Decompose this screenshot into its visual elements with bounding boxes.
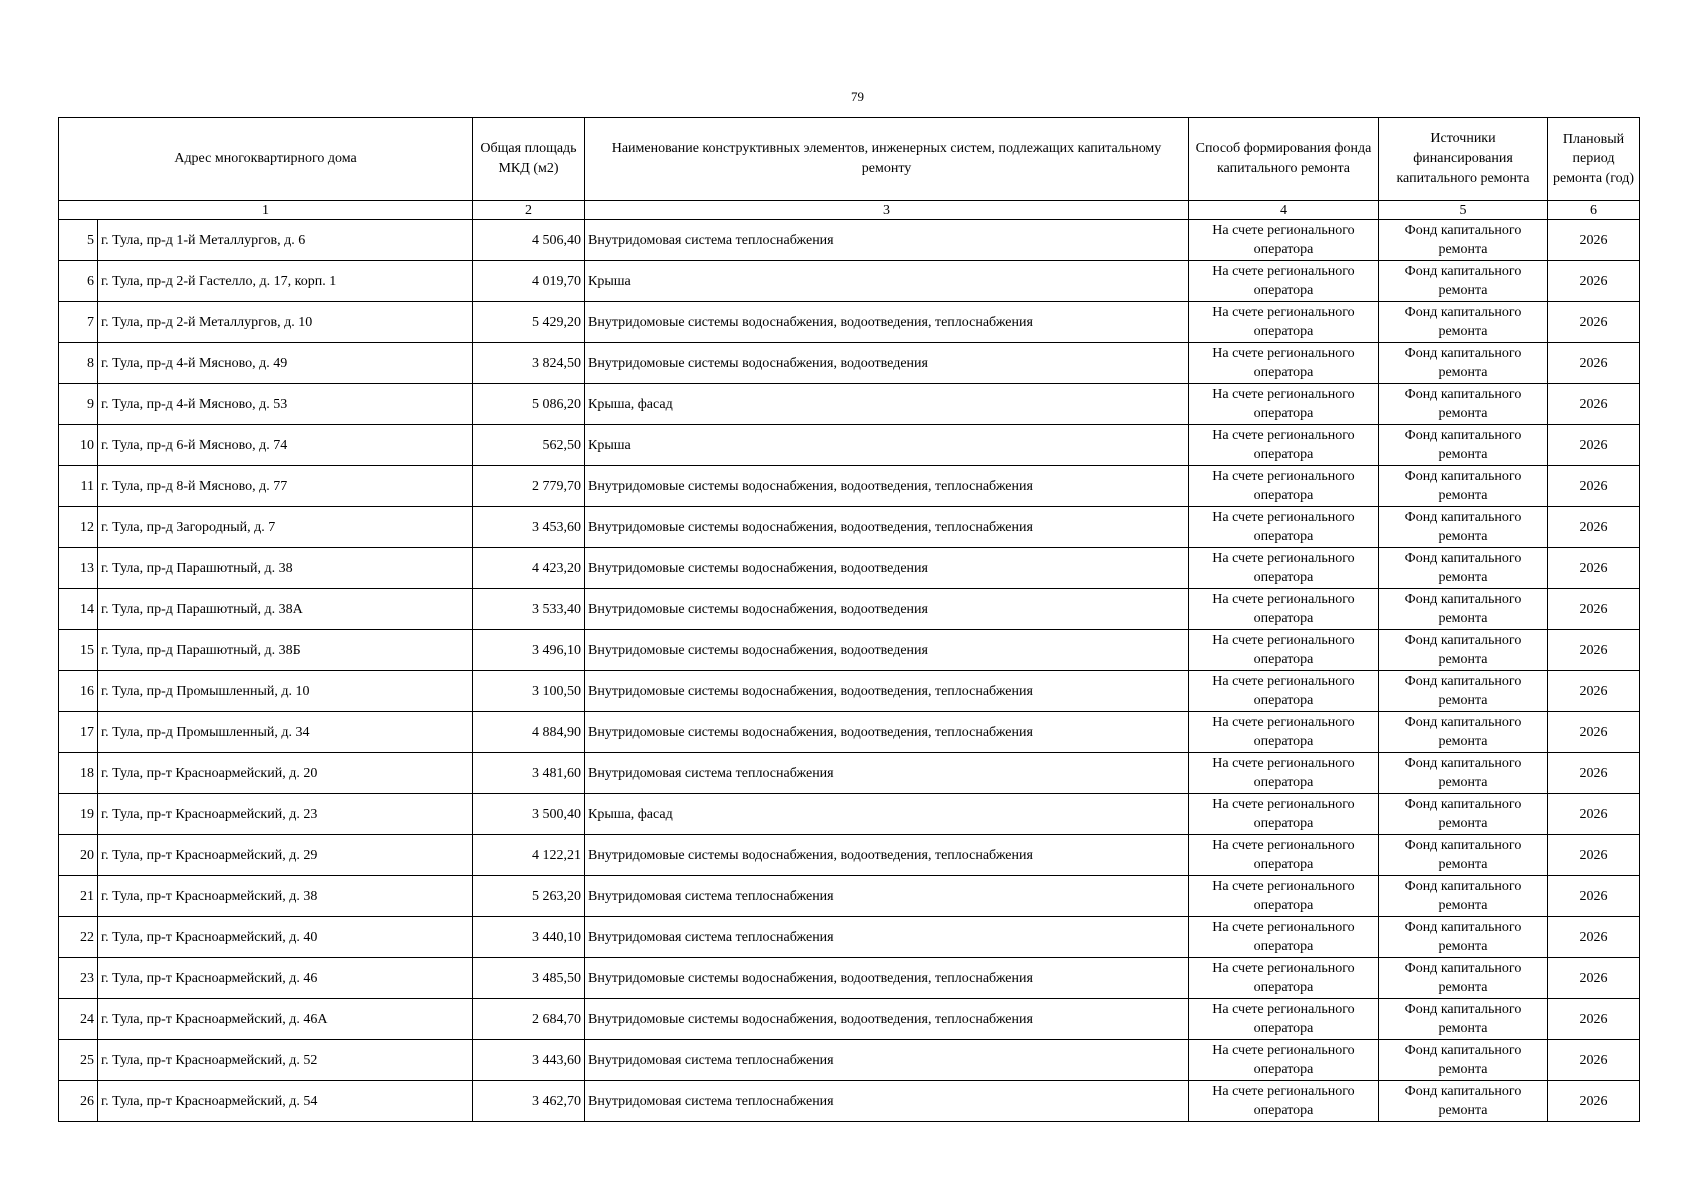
- row-elements: Внутридомовые системы водоснабжения, водоотведения: [585, 589, 1189, 630]
- row-source: Фонд капитального ремонта: [1379, 466, 1548, 507]
- row-method: На счете регионального оператора: [1189, 876, 1379, 917]
- row-number: 6: [59, 261, 98, 302]
- row-area: 3 824,50: [473, 343, 585, 384]
- row-year: 2026: [1548, 220, 1640, 261]
- row-elements: Внутридомовые системы водоснабжения, водоотведения, теплоснабжения: [585, 671, 1189, 712]
- table-row: [59, 876, 1640, 917]
- table-row: [59, 589, 1640, 630]
- row-address: г. Тула, пр-д Промышленный, д. 10: [98, 671, 473, 712]
- row-number: 24: [59, 999, 98, 1040]
- row-number: 16: [59, 671, 98, 712]
- row-address: г. Тула, пр-д Парашютный, д. 38: [98, 548, 473, 589]
- table-row: [59, 1081, 1640, 1122]
- row-number: 25: [59, 1040, 98, 1081]
- row-area: 3 500,40: [473, 794, 585, 835]
- row-area: 3 485,50: [473, 958, 585, 999]
- row-method: На счете регионального оператора: [1189, 630, 1379, 671]
- table-row: [59, 794, 1640, 835]
- row-area: 5 086,20: [473, 384, 585, 425]
- row-number: 20: [59, 835, 98, 876]
- row-number: 18: [59, 753, 98, 794]
- table-row: [59, 384, 1640, 425]
- row-method: На счете регионального оператора: [1189, 343, 1379, 384]
- table-body: [59, 220, 1640, 1122]
- table-row: [59, 466, 1640, 507]
- row-source: Фонд капитального ремонта: [1379, 589, 1548, 630]
- row-address: г. Тула, пр-д 4-й Мясново, д. 53: [98, 384, 473, 425]
- row-method: На счете регионального оператора: [1189, 466, 1379, 507]
- row-number: 14: [59, 589, 98, 630]
- row-area: 4 423,20: [473, 548, 585, 589]
- table-row: [59, 958, 1640, 999]
- row-number: 5: [59, 220, 98, 261]
- row-source: Фонд капитального ремонта: [1379, 220, 1548, 261]
- column-number: 1: [59, 201, 473, 220]
- row-source: Фонд капитального ремонта: [1379, 958, 1548, 999]
- row-area: 3 440,10: [473, 917, 585, 958]
- row-address: г. Тула, пр-д 8-й Мясново, д. 77: [98, 466, 473, 507]
- row-elements: Внутридомовые системы водоснабжения, водоотведения: [585, 548, 1189, 589]
- row-year: 2026: [1548, 671, 1640, 712]
- row-year: 2026: [1548, 999, 1640, 1040]
- header-area: Общая площадь МКД (м2): [473, 118, 585, 201]
- row-source: Фонд капитального ремонта: [1379, 794, 1548, 835]
- row-source: Фонд капитального ремонта: [1379, 630, 1548, 671]
- row-source: Фонд капитального ремонта: [1379, 507, 1548, 548]
- row-elements: Внутридомовые системы водоснабжения, водоотведения, теплоснабжения: [585, 999, 1189, 1040]
- row-number: 8: [59, 343, 98, 384]
- row-number: 10: [59, 425, 98, 466]
- row-method: На счете регионального оператора: [1189, 589, 1379, 630]
- row-year: 2026: [1548, 794, 1640, 835]
- row-address: г. Тула, пр-т Красноармейский, д. 46: [98, 958, 473, 999]
- table-row: [59, 917, 1640, 958]
- row-area: 3 533,40: [473, 589, 585, 630]
- row-address: г. Тула, пр-т Красноармейский, д. 20: [98, 753, 473, 794]
- row-number: 21: [59, 876, 98, 917]
- row-year: 2026: [1548, 507, 1640, 548]
- capital-repair-table: [58, 117, 1640, 1122]
- row-elements: Внутридомовые системы водоснабжения, водоотведения, теплоснабжения: [585, 958, 1189, 999]
- row-address: г. Тула, пр-т Красноармейский, д. 46А: [98, 999, 473, 1040]
- row-address: г. Тула, пр-т Красноармейский, д. 38: [98, 876, 473, 917]
- row-method: На счете регионального оператора: [1189, 835, 1379, 876]
- row-year: 2026: [1548, 589, 1640, 630]
- table-row: [59, 712, 1640, 753]
- table-row: [59, 999, 1640, 1040]
- row-address: г. Тула, пр-т Красноармейский, д. 52: [98, 1040, 473, 1081]
- row-year: 2026: [1548, 548, 1640, 589]
- row-year: 2026: [1548, 384, 1640, 425]
- row-number: 12: [59, 507, 98, 548]
- row-source: Фонд капитального ремонта: [1379, 1081, 1548, 1122]
- row-method: На счете регионального оператора: [1189, 1081, 1379, 1122]
- row-elements: Крыша: [585, 261, 1189, 302]
- row-method: На счете регионального оператора: [1189, 261, 1379, 302]
- row-address: г. Тула, пр-д Парашютный, д. 38Б: [98, 630, 473, 671]
- row-elements: Крыша, фасад: [585, 794, 1189, 835]
- row-source: Фонд капитального ремонта: [1379, 548, 1548, 589]
- row-elements: Крыша: [585, 425, 1189, 466]
- row-source: Фонд капитального ремонта: [1379, 753, 1548, 794]
- row-year: 2026: [1548, 1040, 1640, 1081]
- table-row: [59, 753, 1640, 794]
- row-elements: Внутридомовые системы водоснабжения, водоотведения, теплоснабжения: [585, 712, 1189, 753]
- column-number: 3: [585, 201, 1189, 220]
- row-number: 17: [59, 712, 98, 753]
- row-address: г. Тула, пр-д 6-й Мясново, д. 74: [98, 425, 473, 466]
- row-number: 26: [59, 1081, 98, 1122]
- row-elements: Внутридомовая система теплоснабжения: [585, 1081, 1189, 1122]
- row-year: 2026: [1548, 917, 1640, 958]
- row-method: На счете регионального оператора: [1189, 384, 1379, 425]
- row-year: 2026: [1548, 835, 1640, 876]
- row-number: 11: [59, 466, 98, 507]
- row-elements: Внутридомовая система теплоснабжения: [585, 753, 1189, 794]
- table-header-row: [59, 118, 1640, 201]
- row-source: Фонд капитального ремонта: [1379, 302, 1548, 343]
- row-area: 4 884,90: [473, 712, 585, 753]
- row-method: На счете регионального оператора: [1189, 917, 1379, 958]
- row-number: 15: [59, 630, 98, 671]
- row-source: Фонд капитального ремонта: [1379, 671, 1548, 712]
- row-address: г. Тула, пр-д Загородный, д. 7: [98, 507, 473, 548]
- row-method: На счете регионального оператора: [1189, 753, 1379, 794]
- row-number: 23: [59, 958, 98, 999]
- row-method: На счете регионального оператора: [1189, 425, 1379, 466]
- row-elements: Внутридомовые системы водоснабжения, водоотведения, теплоснабжения: [585, 835, 1189, 876]
- row-elements: Внутридомовая система теплоснабжения: [585, 1040, 1189, 1081]
- row-area: 4 019,70: [473, 261, 585, 302]
- table-row: [59, 507, 1640, 548]
- row-elements: Внутридомовые системы водоснабжения, водоотведения, теплоснабжения: [585, 466, 1189, 507]
- row-number: 9: [59, 384, 98, 425]
- row-year: 2026: [1548, 876, 1640, 917]
- row-elements: Внутридомовые системы водоснабжения, водоотведения: [585, 630, 1189, 671]
- row-source: Фонд капитального ремонта: [1379, 999, 1548, 1040]
- row-area: 3 481,60: [473, 753, 585, 794]
- row-source: Фонд капитального ремонта: [1379, 712, 1548, 753]
- row-address: г. Тула, пр-д 4-й Мясново, д. 49: [98, 343, 473, 384]
- row-area: 3 100,50: [473, 671, 585, 712]
- table-row: [59, 671, 1640, 712]
- row-address: г. Тула, пр-д 2-й Металлургов, д. 10: [98, 302, 473, 343]
- row-method: На счете регионального оператора: [1189, 302, 1379, 343]
- row-year: 2026: [1548, 261, 1640, 302]
- row-year: 2026: [1548, 302, 1640, 343]
- page-number: 79: [851, 89, 864, 104]
- header-address: Адрес многоквартирного дома: [59, 118, 473, 201]
- row-method: На счете регионального оператора: [1189, 671, 1379, 712]
- header-source: Источники финансирования капитального ремонта: [1379, 118, 1548, 201]
- row-year: 2026: [1548, 425, 1640, 466]
- column-number: 5: [1379, 201, 1548, 220]
- row-area: 3 496,10: [473, 630, 585, 671]
- row-year: 2026: [1548, 753, 1640, 794]
- row-elements: Внутридомовые системы водоснабжения, водоотведения, теплоснабжения: [585, 507, 1189, 548]
- row-source: Фонд капитального ремонта: [1379, 384, 1548, 425]
- column-number: 2: [473, 201, 585, 220]
- row-year: 2026: [1548, 343, 1640, 384]
- row-source: Фонд капитального ремонта: [1379, 261, 1548, 302]
- row-source: Фонд капитального ремонта: [1379, 876, 1548, 917]
- row-method: На счете регионального оператора: [1189, 220, 1379, 261]
- row-year: 2026: [1548, 1081, 1640, 1122]
- row-elements: Крыша, фасад: [585, 384, 1189, 425]
- row-number: 13: [59, 548, 98, 589]
- row-number: 19: [59, 794, 98, 835]
- row-area: 3 443,60: [473, 1040, 585, 1081]
- row-area: 5 263,20: [473, 876, 585, 917]
- row-elements: Внутридомовые системы водоснабжения, водоотведения, теплоснабжения: [585, 302, 1189, 343]
- row-source: Фонд капитального ремонта: [1379, 917, 1548, 958]
- row-method: На счете регионального оператора: [1189, 507, 1379, 548]
- row-area: 562,50: [473, 425, 585, 466]
- row-area: 3 462,70: [473, 1081, 585, 1122]
- column-number: 6: [1548, 201, 1640, 220]
- table-row: [59, 835, 1640, 876]
- row-year: 2026: [1548, 958, 1640, 999]
- row-area: 3 453,60: [473, 507, 585, 548]
- row-year: 2026: [1548, 630, 1640, 671]
- row-address: г. Тула, пр-т Красноармейский, д. 40: [98, 917, 473, 958]
- table-row: [59, 220, 1640, 261]
- row-source: Фонд капитального ремонта: [1379, 1040, 1548, 1081]
- row-area: 2 779,70: [473, 466, 585, 507]
- row-year: 2026: [1548, 466, 1640, 507]
- header-elements: Наименование конструктивных элементов, инженерных систем, подлежащих капитальному ремонту: [585, 118, 1189, 201]
- row-source: Фонд капитального ремонта: [1379, 835, 1548, 876]
- row-method: На счете регионального оператора: [1189, 958, 1379, 999]
- row-number: 22: [59, 917, 98, 958]
- row-address: г. Тула, пр-д Парашютный, д. 38А: [98, 589, 473, 630]
- table-row: [59, 302, 1640, 343]
- table-row: [59, 630, 1640, 671]
- row-address: г. Тула, пр-д 2-й Гастелло, д. 17, корп. 1: [98, 261, 473, 302]
- row-area: 4 122,21: [473, 835, 585, 876]
- row-address: г. Тула, пр-д Промышленный, д. 34: [98, 712, 473, 753]
- row-elements: Внутридомовые системы водоснабжения, водоотведения: [585, 343, 1189, 384]
- row-method: На счете регионального оператора: [1189, 712, 1379, 753]
- row-method: На счете регионального оператора: [1189, 1040, 1379, 1081]
- row-source: Фонд капитального ремонта: [1379, 343, 1548, 384]
- table-row: [59, 548, 1640, 589]
- row-area: 2 684,70: [473, 999, 585, 1040]
- row-method: На счете регионального оператора: [1189, 548, 1379, 589]
- row-address: г. Тула, пр-т Красноармейский, д. 54: [98, 1081, 473, 1122]
- table-row: [59, 425, 1640, 466]
- table-row: [59, 1040, 1640, 1081]
- table-row: [59, 261, 1640, 302]
- row-source: Фонд капитального ремонта: [1379, 425, 1548, 466]
- row-area: 4 506,40: [473, 220, 585, 261]
- row-year: 2026: [1548, 712, 1640, 753]
- header-method: Способ формирования фонда капитального ремонта: [1189, 118, 1379, 201]
- row-elements: Внутридомовая система теплоснабжения: [585, 220, 1189, 261]
- row-area: 5 429,20: [473, 302, 585, 343]
- row-address: г. Тула, пр-д 1-й Металлургов, д. 6: [98, 220, 473, 261]
- row-method: На счете регионального оператора: [1189, 794, 1379, 835]
- column-number: 4: [1189, 201, 1379, 220]
- row-elements: Внутридомовая система теплоснабжения: [585, 876, 1189, 917]
- table-row: [59, 343, 1640, 384]
- row-method: На счете регионального оператора: [1189, 999, 1379, 1040]
- row-elements: Внутридомовая система теплоснабжения: [585, 917, 1189, 958]
- header-period: Плановый период ремонта (год): [1548, 118, 1640, 201]
- row-address: г. Тула, пр-т Красноармейский, д. 23: [98, 794, 473, 835]
- column-number-row: [59, 201, 1640, 220]
- row-address: г. Тула, пр-т Красноармейский, д. 29: [98, 835, 473, 876]
- row-number: 7: [59, 302, 98, 343]
